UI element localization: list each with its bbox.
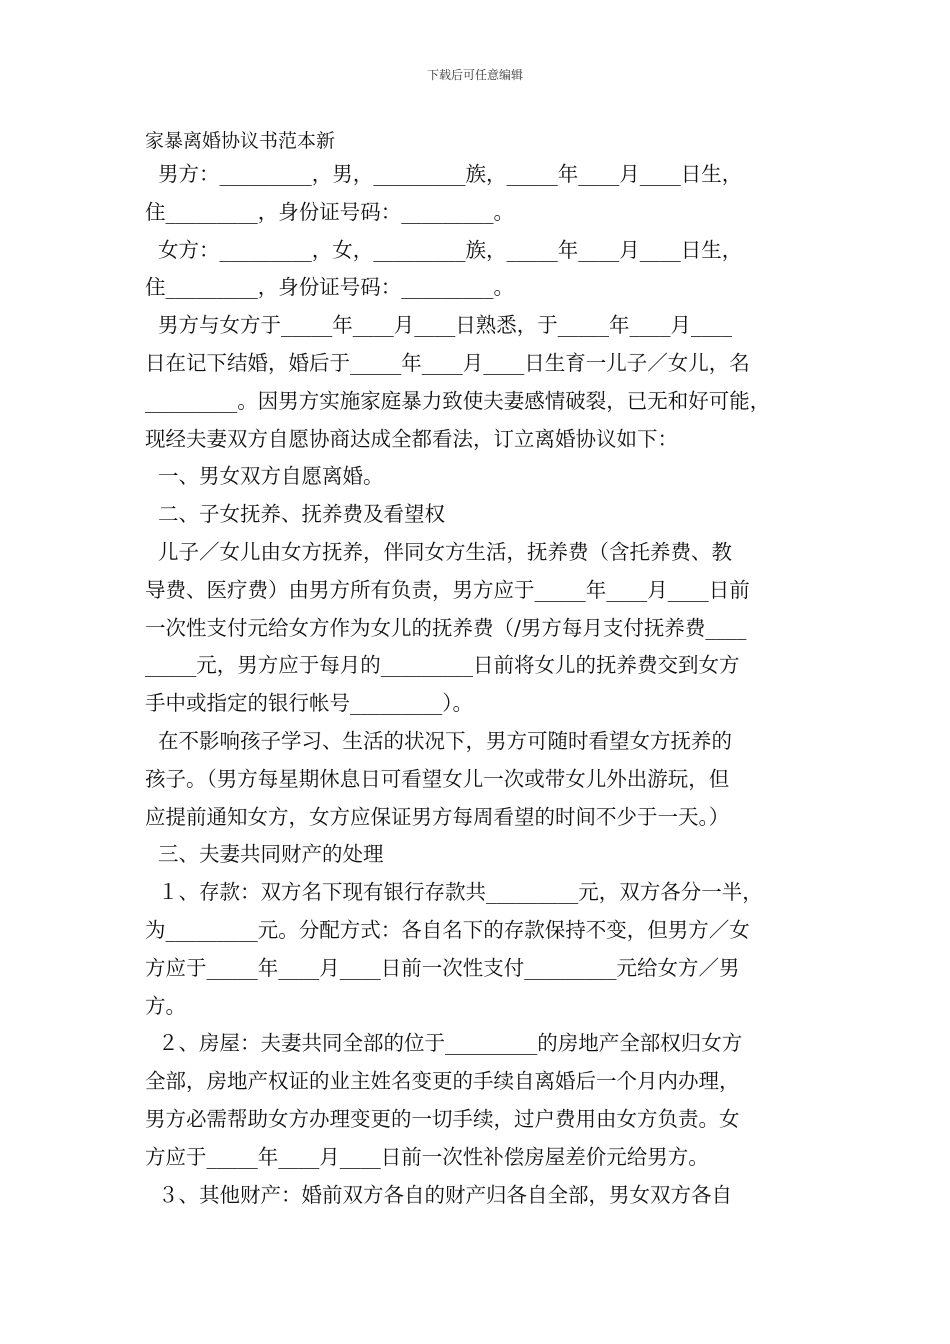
paragraph-line: 在不影响孩子学习、生活的状况下，男方可随时看望女方抚养的 xyxy=(145,728,733,753)
paragraph-line: 导费、医疗费）由男方所有负责，男方应于_____年____月____日前 xyxy=(145,577,750,602)
paragraph-line: 孩子。（男方每星期休息日可看望女儿一次或带女儿外出游玩，但 xyxy=(145,766,730,791)
paragraph-line: 方应于_____年____月____日前一次性补偿房屋差价元给男方。 xyxy=(145,1144,709,1169)
page-header-note: 下载后可任意编辑 xyxy=(426,68,523,82)
paragraph-line: 方应于_____年____月____日前一次性支付_________元给女方／男 xyxy=(145,955,740,980)
section-heading: 二、子女抚养、抚养费及看望权 xyxy=(145,502,446,527)
paragraph-line: 一次性支付元给女方作为女儿的抚养费（/男方每月支付抚养费____ xyxy=(145,615,747,640)
paragraph-line: 日在记下结婚，婚后于_____年____月____日生育一儿子／女儿，名 xyxy=(145,350,750,375)
paragraph-line: 住_________，身份证号码：_________。 xyxy=(145,275,514,300)
paragraph-line: 为_________元。分配方式：各自名下的存款保持不变，但男方／女 xyxy=(145,917,750,942)
document-title: 家暴离婚协议书范本新 xyxy=(145,130,336,152)
paragraph-line: 男方与女方于_____年____月____日熟悉，于_____年____月____ xyxy=(145,313,733,338)
paragraph-line: _________。因男方实施家庭暴力致使夫妻感情破裂，已无和好可能， xyxy=(145,388,771,413)
document-body xyxy=(145,126,835,1214)
paragraph-line: 儿子／女儿由女方抚养，伴同女方生活，抚养费（含托养费、教 xyxy=(145,539,733,564)
paragraph-line: _____元，男方应于每月的_________日前将女儿的抚养费交到女方 xyxy=(145,653,740,678)
paragraph-line: 手中或指定的银行帐号_________）。 xyxy=(145,691,473,716)
paragraph-line: ２、房屋：夫妻共同全部的位于_________的房地产全部权归女方 xyxy=(145,1031,743,1056)
paragraph-line: 应提前通知女方，女方应保证男方每周看望的时间不少于一天。） xyxy=(145,804,730,829)
paragraph-line: ３、其他财产：婚前双方各自的财产归各自全部，男女双方各自 xyxy=(145,1182,733,1207)
paragraph-line: 男方必需帮助女方办理变更的一切手续，过户费用由女方负责。女 xyxy=(145,1106,740,1131)
paragraph-line: 全部，房地产权证的业主姓名变更的手续自离婚后一个月内办理， xyxy=(145,1069,740,1094)
paragraph-line: 男方：_________，男，_________族，_____年____月____日生， xyxy=(145,162,743,186)
section-heading: 一、男女双方自愿离婚。 xyxy=(145,464,384,489)
section-heading: 三、夫妻共同财产的处理 xyxy=(145,842,384,867)
paragraph-line: 现经夫妻双方自愿协商达成全都看法，订立离婚协议如下： xyxy=(145,426,678,451)
paragraph-line: 住_________，身份证号码：_________。 xyxy=(145,199,514,224)
paragraph-line: 方。 xyxy=(145,993,186,1018)
paragraph-line: 女方：_________，女，_________族，_____年____月____日生， xyxy=(145,237,743,262)
paragraph-line: １、存款：双方名下现有银行存款共_________元，双方各分一半， xyxy=(145,880,763,905)
